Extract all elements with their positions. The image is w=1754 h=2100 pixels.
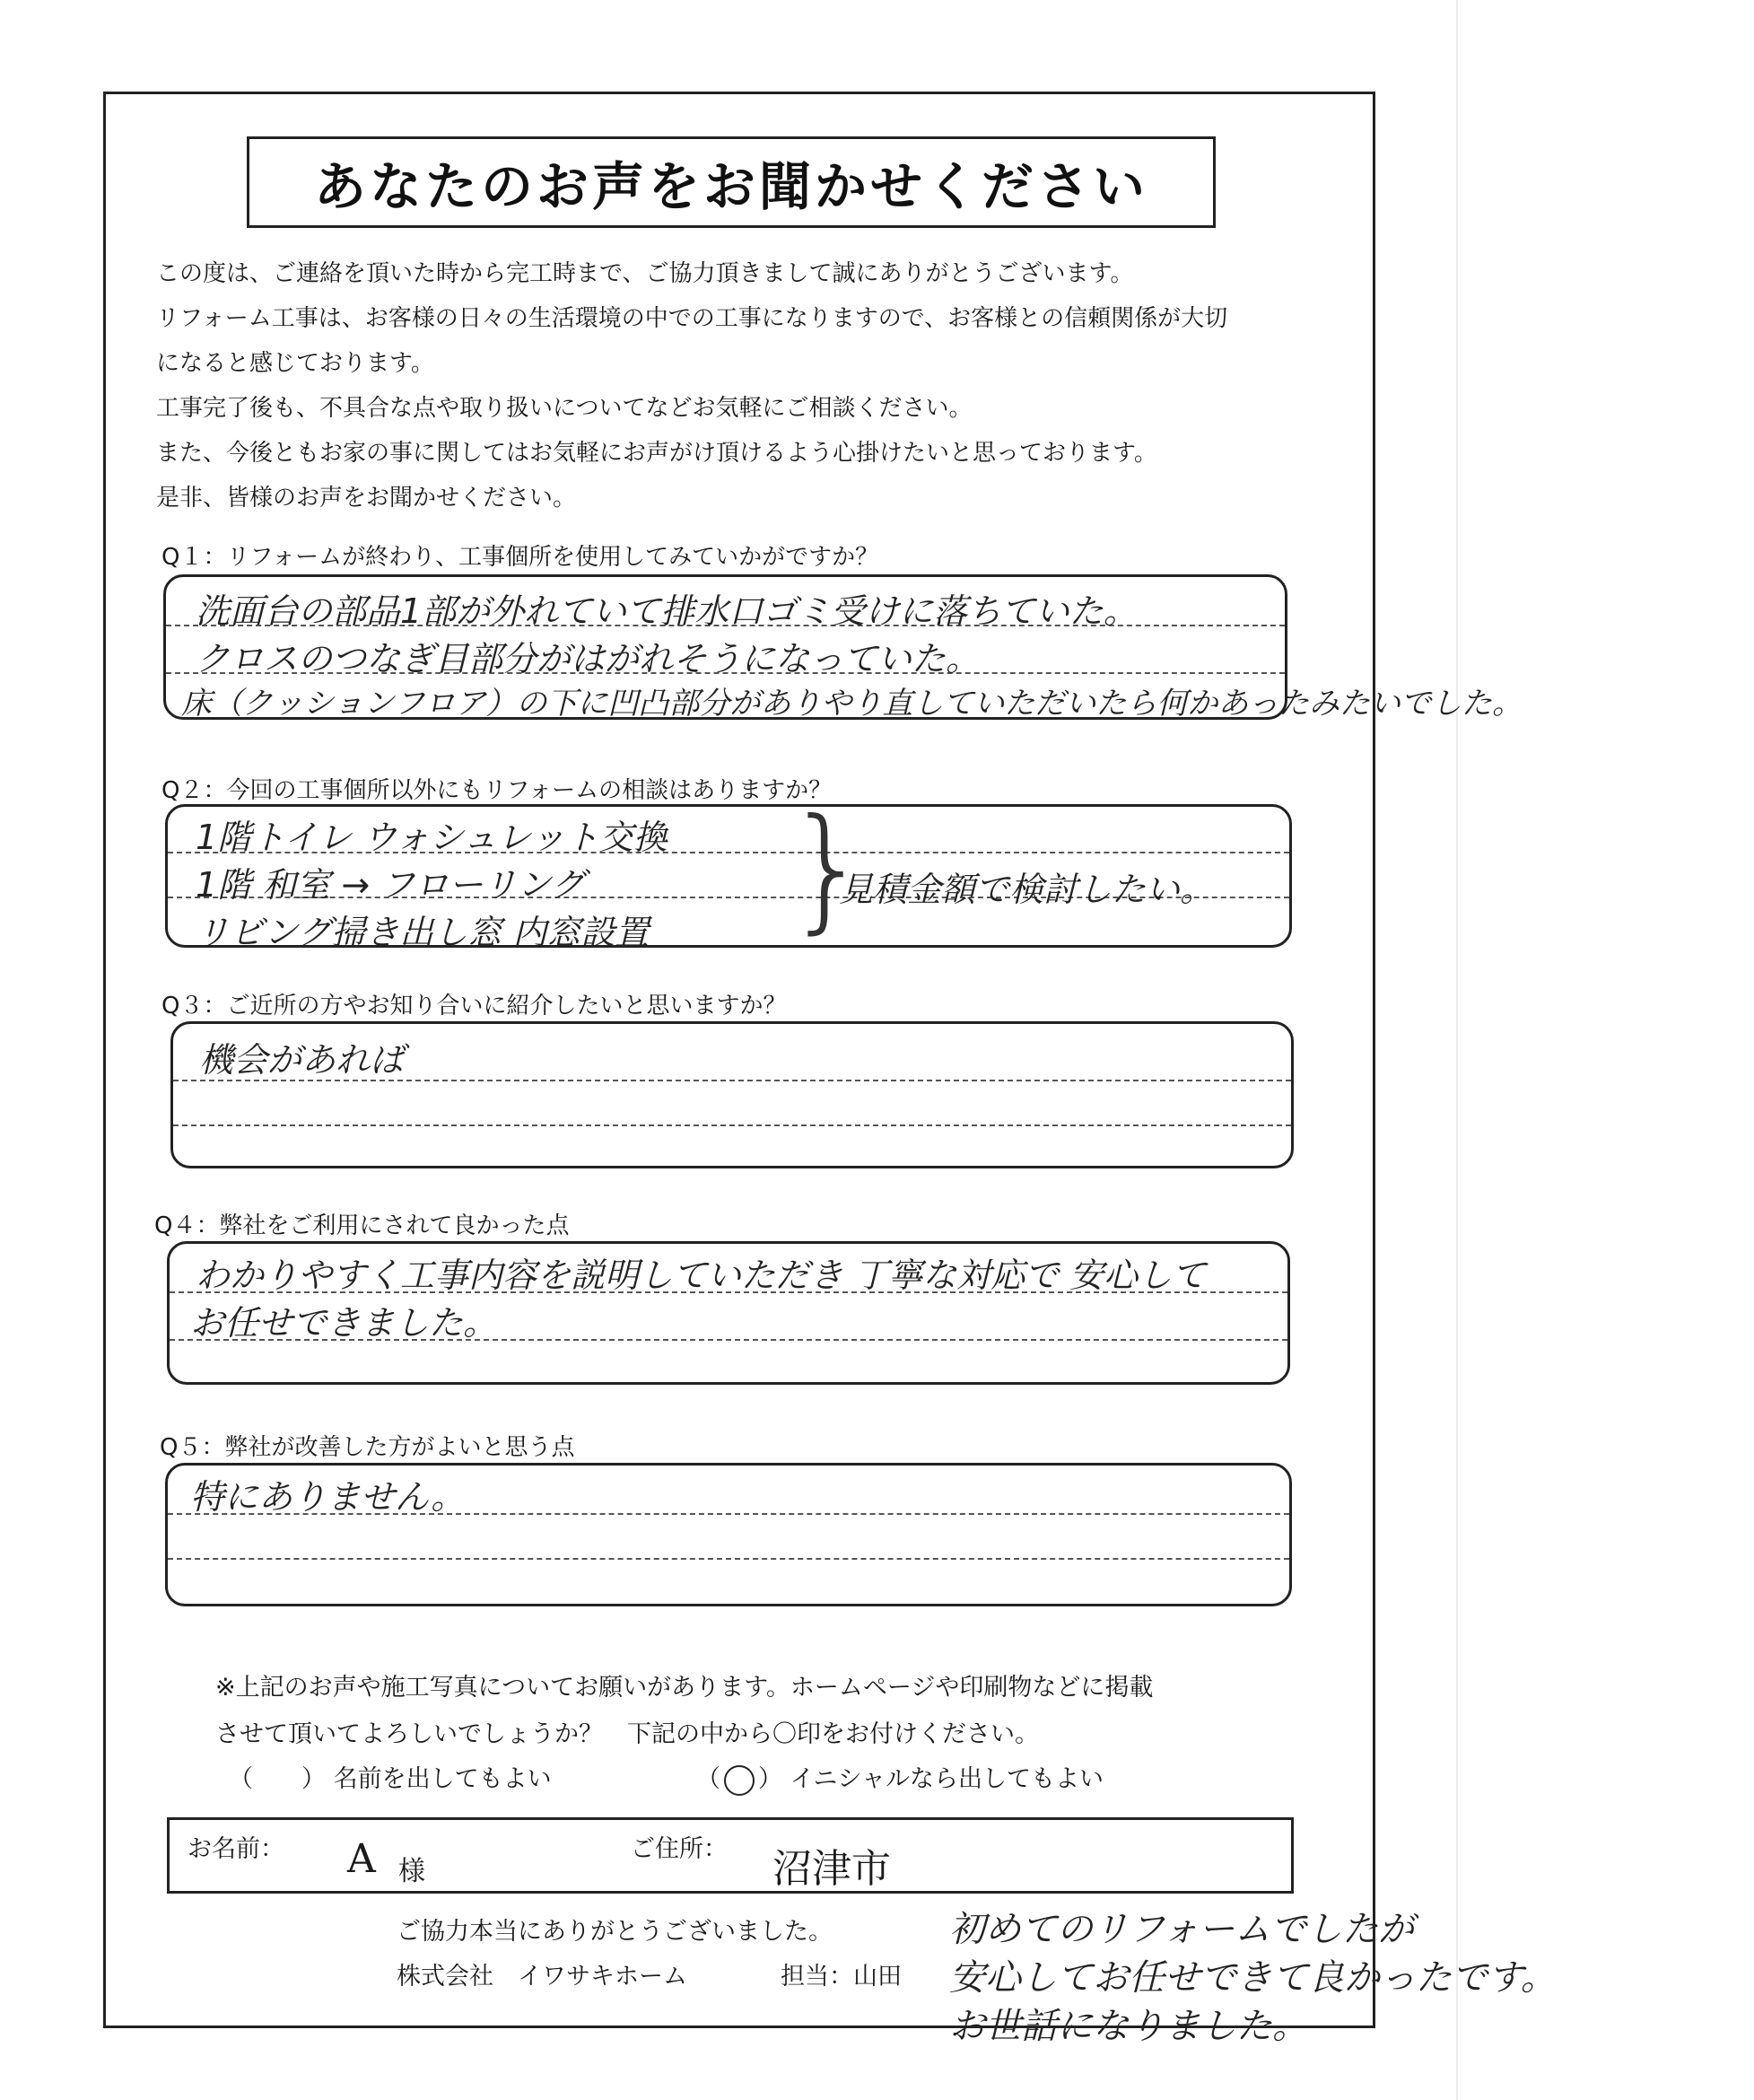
paren-open: （ ） bbox=[229, 1765, 326, 1793]
q1-answer-line-1: 洗面台の部品1部が外れていて排水口ゴミ受けに落ちていた。 bbox=[196, 591, 1138, 631]
option-initial-label: イニシャルなら出してもよい bbox=[790, 1765, 1104, 1793]
honorific: 様 bbox=[398, 1856, 425, 1887]
intro-line: リフォーム工事は、お客様の日々の生活環境の中での工事になりますので、お客様との信頼関係が大切 bbox=[156, 305, 1228, 332]
selected-circle-mark bbox=[724, 1765, 755, 1796]
q4-question: Q４：弊社をご利用にされて良かった点 bbox=[154, 1212, 570, 1239]
answer-line bbox=[168, 1558, 1289, 1560]
paren-open: （ bbox=[696, 1765, 720, 1793]
customer-info-box bbox=[167, 1817, 1294, 1894]
q3-answer-line-1: 機会があれば bbox=[199, 1040, 405, 1080]
answer-line bbox=[173, 1124, 1291, 1126]
intro-line: 是非、皆様のお声をお聞かせください。 bbox=[156, 485, 577, 512]
q2-question: Q２：今回の工事個所以外にもリフォームの相談はありますか？ bbox=[161, 777, 833, 804]
q1-answer-line-3: 床（クッションフロア）の下に凹凸部分がありやり直していただいたら何かあったみたいでした。 bbox=[181, 686, 1523, 722]
name-value: A bbox=[347, 1836, 376, 1882]
consent-line-1: ※上記のお声や施工写真についてお願いがあります。ホームページや印刷物などに掲載 bbox=[215, 1674, 1154, 1702]
q3-question: Q３：ご近所の方やお知り合いに紹介したいと思いますか？ bbox=[161, 993, 787, 1019]
title-box bbox=[247, 136, 1216, 228]
company-name: 株式会社 イワサキホーム bbox=[397, 1963, 687, 1991]
name-label: お名前： bbox=[188, 1835, 284, 1863]
brace-mark: } bbox=[785, 791, 871, 947]
address-label: ご住所： bbox=[631, 1835, 728, 1863]
q4-answer-line-2: お任せできました。 bbox=[190, 1303, 498, 1343]
q5-answer-line-1: 特にありません。 bbox=[190, 1477, 466, 1517]
option-initial[interactable] bbox=[696, 1759, 1104, 1796]
option-name[interactable] bbox=[229, 1759, 552, 1794]
intro-line: また、今後ともお家の事に関してはお気軽にお声がけ頂けるよう心掛けたいと思っております。 bbox=[156, 440, 1157, 467]
address-value: 沼津市 bbox=[772, 1846, 891, 1892]
intro-line: 工事完了後も、不具合な点や取り扱いについてなどお気軽にご相談ください。 bbox=[156, 395, 973, 422]
q2-answer-line-3: リビング掃き出し窓 内窓設置 bbox=[196, 913, 650, 952]
intro-text bbox=[156, 251, 1322, 521]
page-edge bbox=[1456, 0, 1754, 2100]
q5-question: Q５：弊社が改善した方がよいと思う点 bbox=[160, 1434, 575, 1461]
intro-line: になると感じております。 bbox=[156, 350, 434, 377]
option-name-label: 名前を出してもよい bbox=[333, 1765, 552, 1793]
intro-line: この度は、ご連絡を頂いた時から完工時まで、ご協力頂きまして誠にありがとうございます。 bbox=[156, 260, 1134, 287]
thanks-text: ご協力本当にありがとうございました。 bbox=[397, 1918, 833, 1946]
closing-note-line-2: 安心してお任せできて良かったです。 bbox=[949, 1957, 1557, 1999]
page-title: あなたのお声をお聞かせください bbox=[313, 156, 1148, 217]
closing-note-line-3: お世話になりました。 bbox=[949, 2006, 1308, 2047]
q2-answer-line-2: 1階 和室 → フローリング bbox=[196, 865, 585, 905]
staff-name: 担当：山田 bbox=[781, 1963, 902, 1991]
q2-side-note: 見積金額で検討したい。 bbox=[839, 870, 1215, 909]
q4-answer-line-1: わかりやすく工事内容を説明していただき 丁寧な対応で 安心して bbox=[196, 1256, 1207, 1295]
consent-line-2: させて頂いてよろしいでしょうか？ 下記の中から〇印をお付けください。 bbox=[215, 1720, 1039, 1748]
q2-answer-line-1: 1階トイレ ウォシュレット交換 bbox=[196, 818, 668, 857]
paren-close: ） bbox=[758, 1765, 782, 1793]
q1-question: Q１：リフォームが終わり、工事個所を使用してみていかがですか？ bbox=[161, 544, 879, 571]
q1-answer-line-2: クロスのつなぎ目部分がはがれそうになっていた。 bbox=[196, 639, 981, 678]
closing-note-line-1: 初めてのリフォームでしたが bbox=[949, 1909, 1414, 1950]
